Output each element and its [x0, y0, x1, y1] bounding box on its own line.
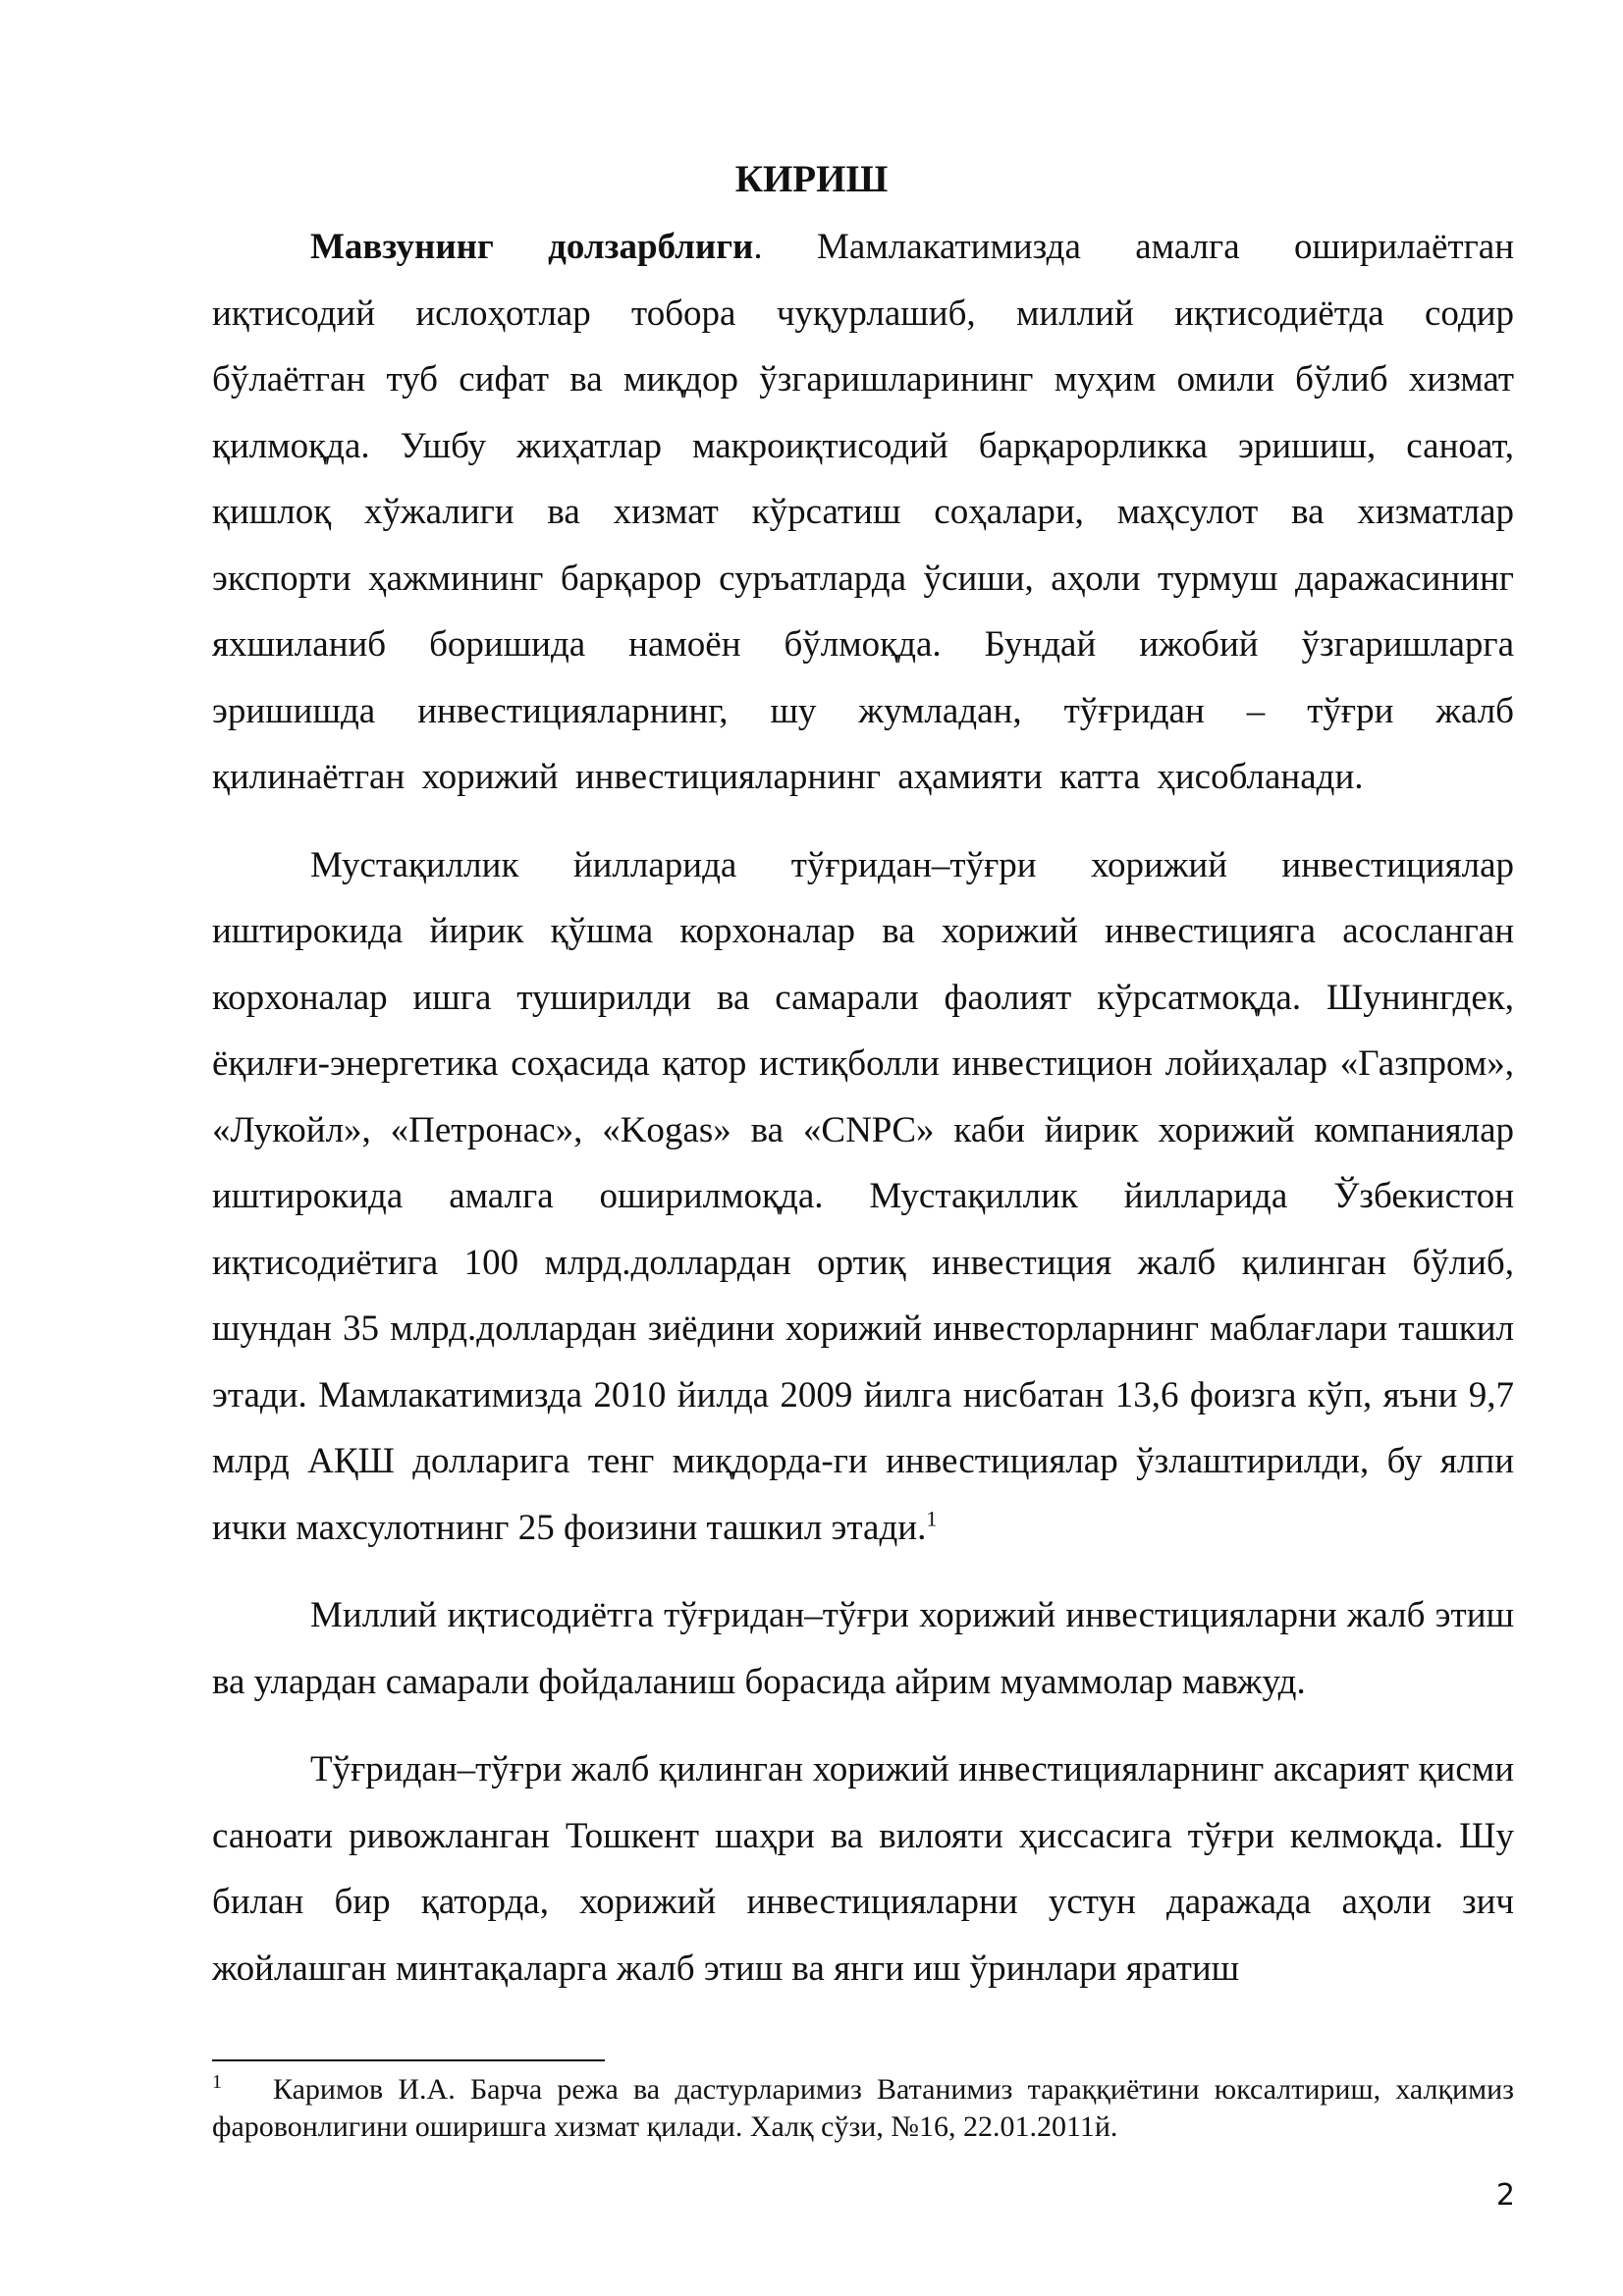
paragraph-problems	[212, 1582, 1514, 1715]
paragraph-text: Тўғридан–тўғри жалб қилинган хорижий инвестицияларнинг аксарият қисми саноати ривожланган Тошкент шаҳри ва вилояти ҳиссасига тўғри келмоқда. Шу билан бир қаторда, хорижий инвестицияларни устун даражада аҳоли зич жойлашган минтақаларга жалб этиш ва янги иш ўринлари яратиш	[212, 1749, 1514, 1989]
body-text	[212, 214, 1514, 2023]
footnote-text: Каримов И.А. Барча режа ва дастурларимиз Ватанимиз тараққиётини юксалтириш, халқимиз фаровонлигини оширишга хизмат қилади. Халқ сўзи, №16, 22.01.2011й.	[212, 2073, 1514, 2143]
paragraph-text: Мустақиллик йилларида тўғридан–тўғри хорижий инвестициялар иштирокида йирик қўшма корхоналар ва хорижий инвестицияга асосланган корхоналар ишга туширилди ва самарали фаолият кўрсатмоқда. Шунингдек, ёқилғи-энергетика соҳасида қатор истиқболли инвестицион лойиҳалар «Газпром», «Лукойл», «Петронас», «Kogas» ва «CNPC» каби йирик хорижий компаниялар иштирокида амалга оширилмоқда. Мустақиллик йилларида Ўзбекистон иқтисодиётига 100 млрд.доллардан ортиқ инвестиция жалб қилинган бўлиб, шундан 35 млрд.доллардан зиёдини хорижий инвесторларнинг маблағлари ташкил этади. Мамлакатимизда 2010 йилда 2009 йилга нисбатан 13,6 фоизга кўп, яъни 9,7 млрд АҚШ долларига тенг миқдорда-ги инвестициялар ўзлаштирилди, бу ялпи ички махсулотнинг 25 фоизини ташкил этади.	[212, 844, 1514, 1548]
footnote-separator	[212, 2059, 605, 2061]
paragraph-independence-investments	[212, 832, 1514, 1562]
paragraph-relevance	[212, 214, 1514, 811]
paragraph-text: Миллий иқтисодиётга тўғридан–тўғри хорижий инвестицияларни жалб этиш ва улардан самарали фойдаланиш борасида айрим муаммолар мавжуд.	[212, 1595, 1514, 1702]
footnote-reference[interactable]: 1	[926, 1506, 938, 1531]
paragraph-regional-distribution	[212, 1736, 1514, 2002]
footnote-mark: 1	[212, 2071, 222, 2093]
paragraph-heading: Мавзунинг долзарблиги	[310, 227, 754, 267]
paragraph-text: . Мамлакатимизда амалга оширилаётган иқтисодий ислоҳотлар тобора чуқурлашиб, миллий иқтисодиётда содир бўлаётган туб сифат ва миқдор ўзгаришларининг муҳим омили бўлиб хизмат қилмоқда. Ушбу жиҳатлар макроиқтисодий барқарорликка эришиш, саноат, қишлоқ хўжалиги ва хизмат кўрсатиш соҳалари, маҳсулот ва хизматлар экспорти ҳажмининг барқарор суръатларда ўсиши, аҳоли турмуш даражасининг яхшиланиб боришида намоён бўлмоқда. Бундай ижобий ўзгаришларга эришишда инвестицияларнинг, шу жумладан, тўғридан – тўғри жалб қилинаётган хорижий инвестицияларнинг аҳамияти катта ҳисобланади.	[212, 227, 1515, 797]
page-number: 2	[1495, 2178, 1515, 2213]
footnote	[212, 2071, 1514, 2146]
section-title: КИРИШ	[734, 158, 889, 200]
